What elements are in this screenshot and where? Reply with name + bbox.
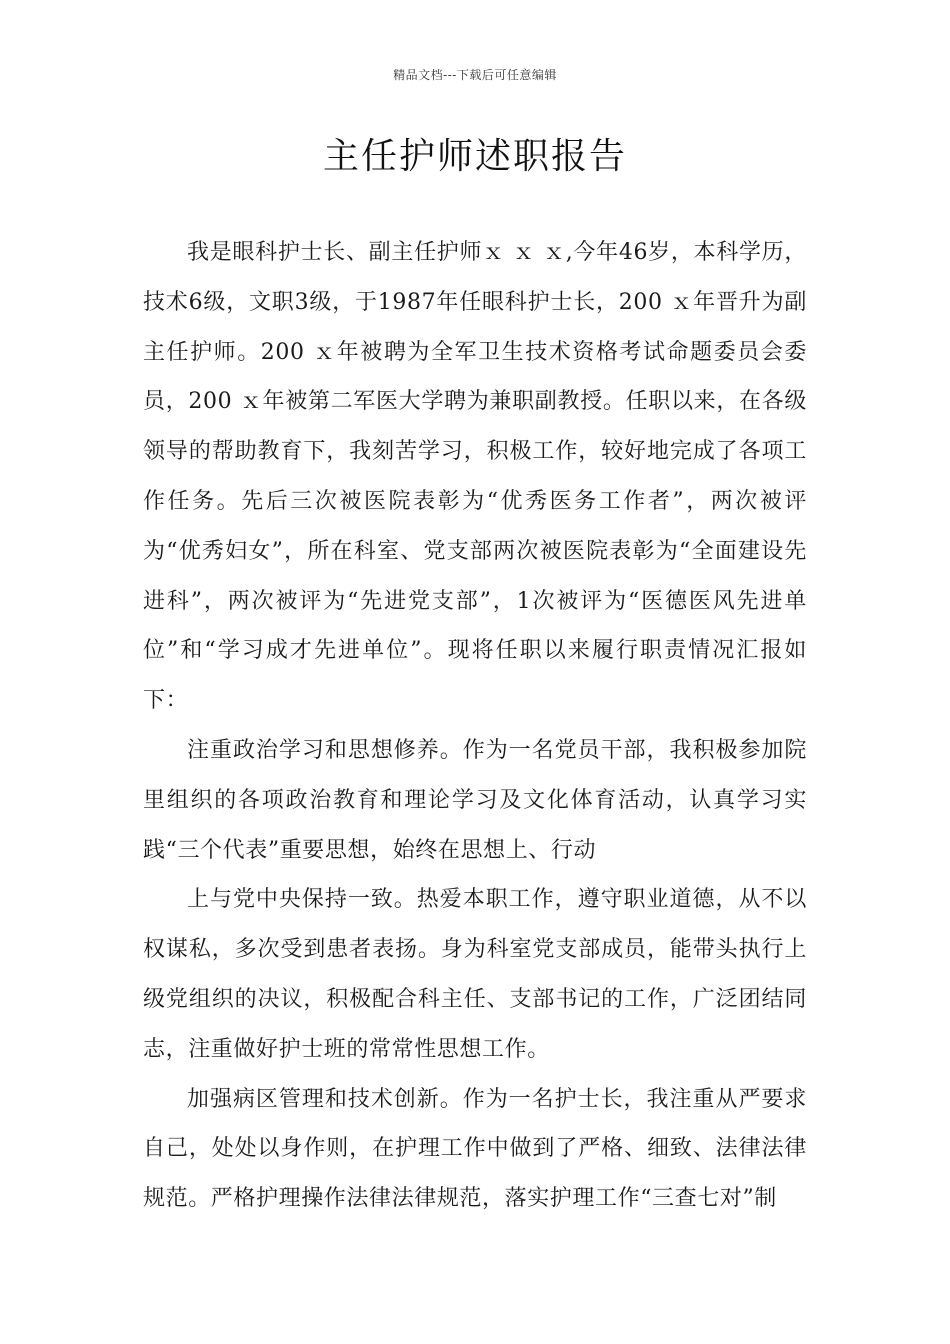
paragraph-intro: 我是眼科护士长、副主任护师ｘ ｘ ｘ,今年46岁，本科学历，技术6级，文职3级，于1987年任眼科护士长，200 ｘ年晋升为副主任护师。200 ｘ年被聘为全军卫生技术资格考试命题委员会委员，200 ｘ年被第二军医大学聘为兼职副教授。任职以来，在各级领导的帮助教育下，我刻苦学习，积极工作，较好地完成了各项工作任务。先后三次被医院表彰为“优秀医务工作者”，两次被评为“优秀妇女”，所在科室、党支部两次被医院表彰为“全面建设先进科”，两次被评为“先进党支部”，1次被评为“医德医风先进单位”和“学习成才先进单位”。现将任职以来履行职责情况汇报如下： xyxy=(143,240,807,714)
document-body xyxy=(143,228,807,1224)
document-title: 主任护师述职报告 xyxy=(322,136,627,177)
page-header: 精品文档---下载后可任意编辑 xyxy=(393,68,557,82)
paragraph-political-study: 注重政治学习和思想修养。作为一名党员干部，我积极参加院里组织的各项政治教育和理论学习及文化体育活动，认真学习实践“三个代表”重要思想，始终在思想上、行动 xyxy=(143,737,807,863)
paragraph-ward-management: 加强病区管理和技术创新。作为一名护士长，我注重从严要求自己，处处以身作则，在护理工作中做到了严格、细致、法律法律规范。严格护理操作法律法律规范，落实护理工作“三查七对”制 xyxy=(143,1086,807,1212)
paragraph-political-study-continued: 上与党中央保持一致。热爱本职工作，遵守职业道德，从不以权谋私，多次受到患者表扬。身为科室党支部成员，能带头执行上级党组织的决议，积极配合科主任、支部书记的工作，广泛团结同志，注重做好护士班的常常性思想工作。 xyxy=(143,887,807,1062)
